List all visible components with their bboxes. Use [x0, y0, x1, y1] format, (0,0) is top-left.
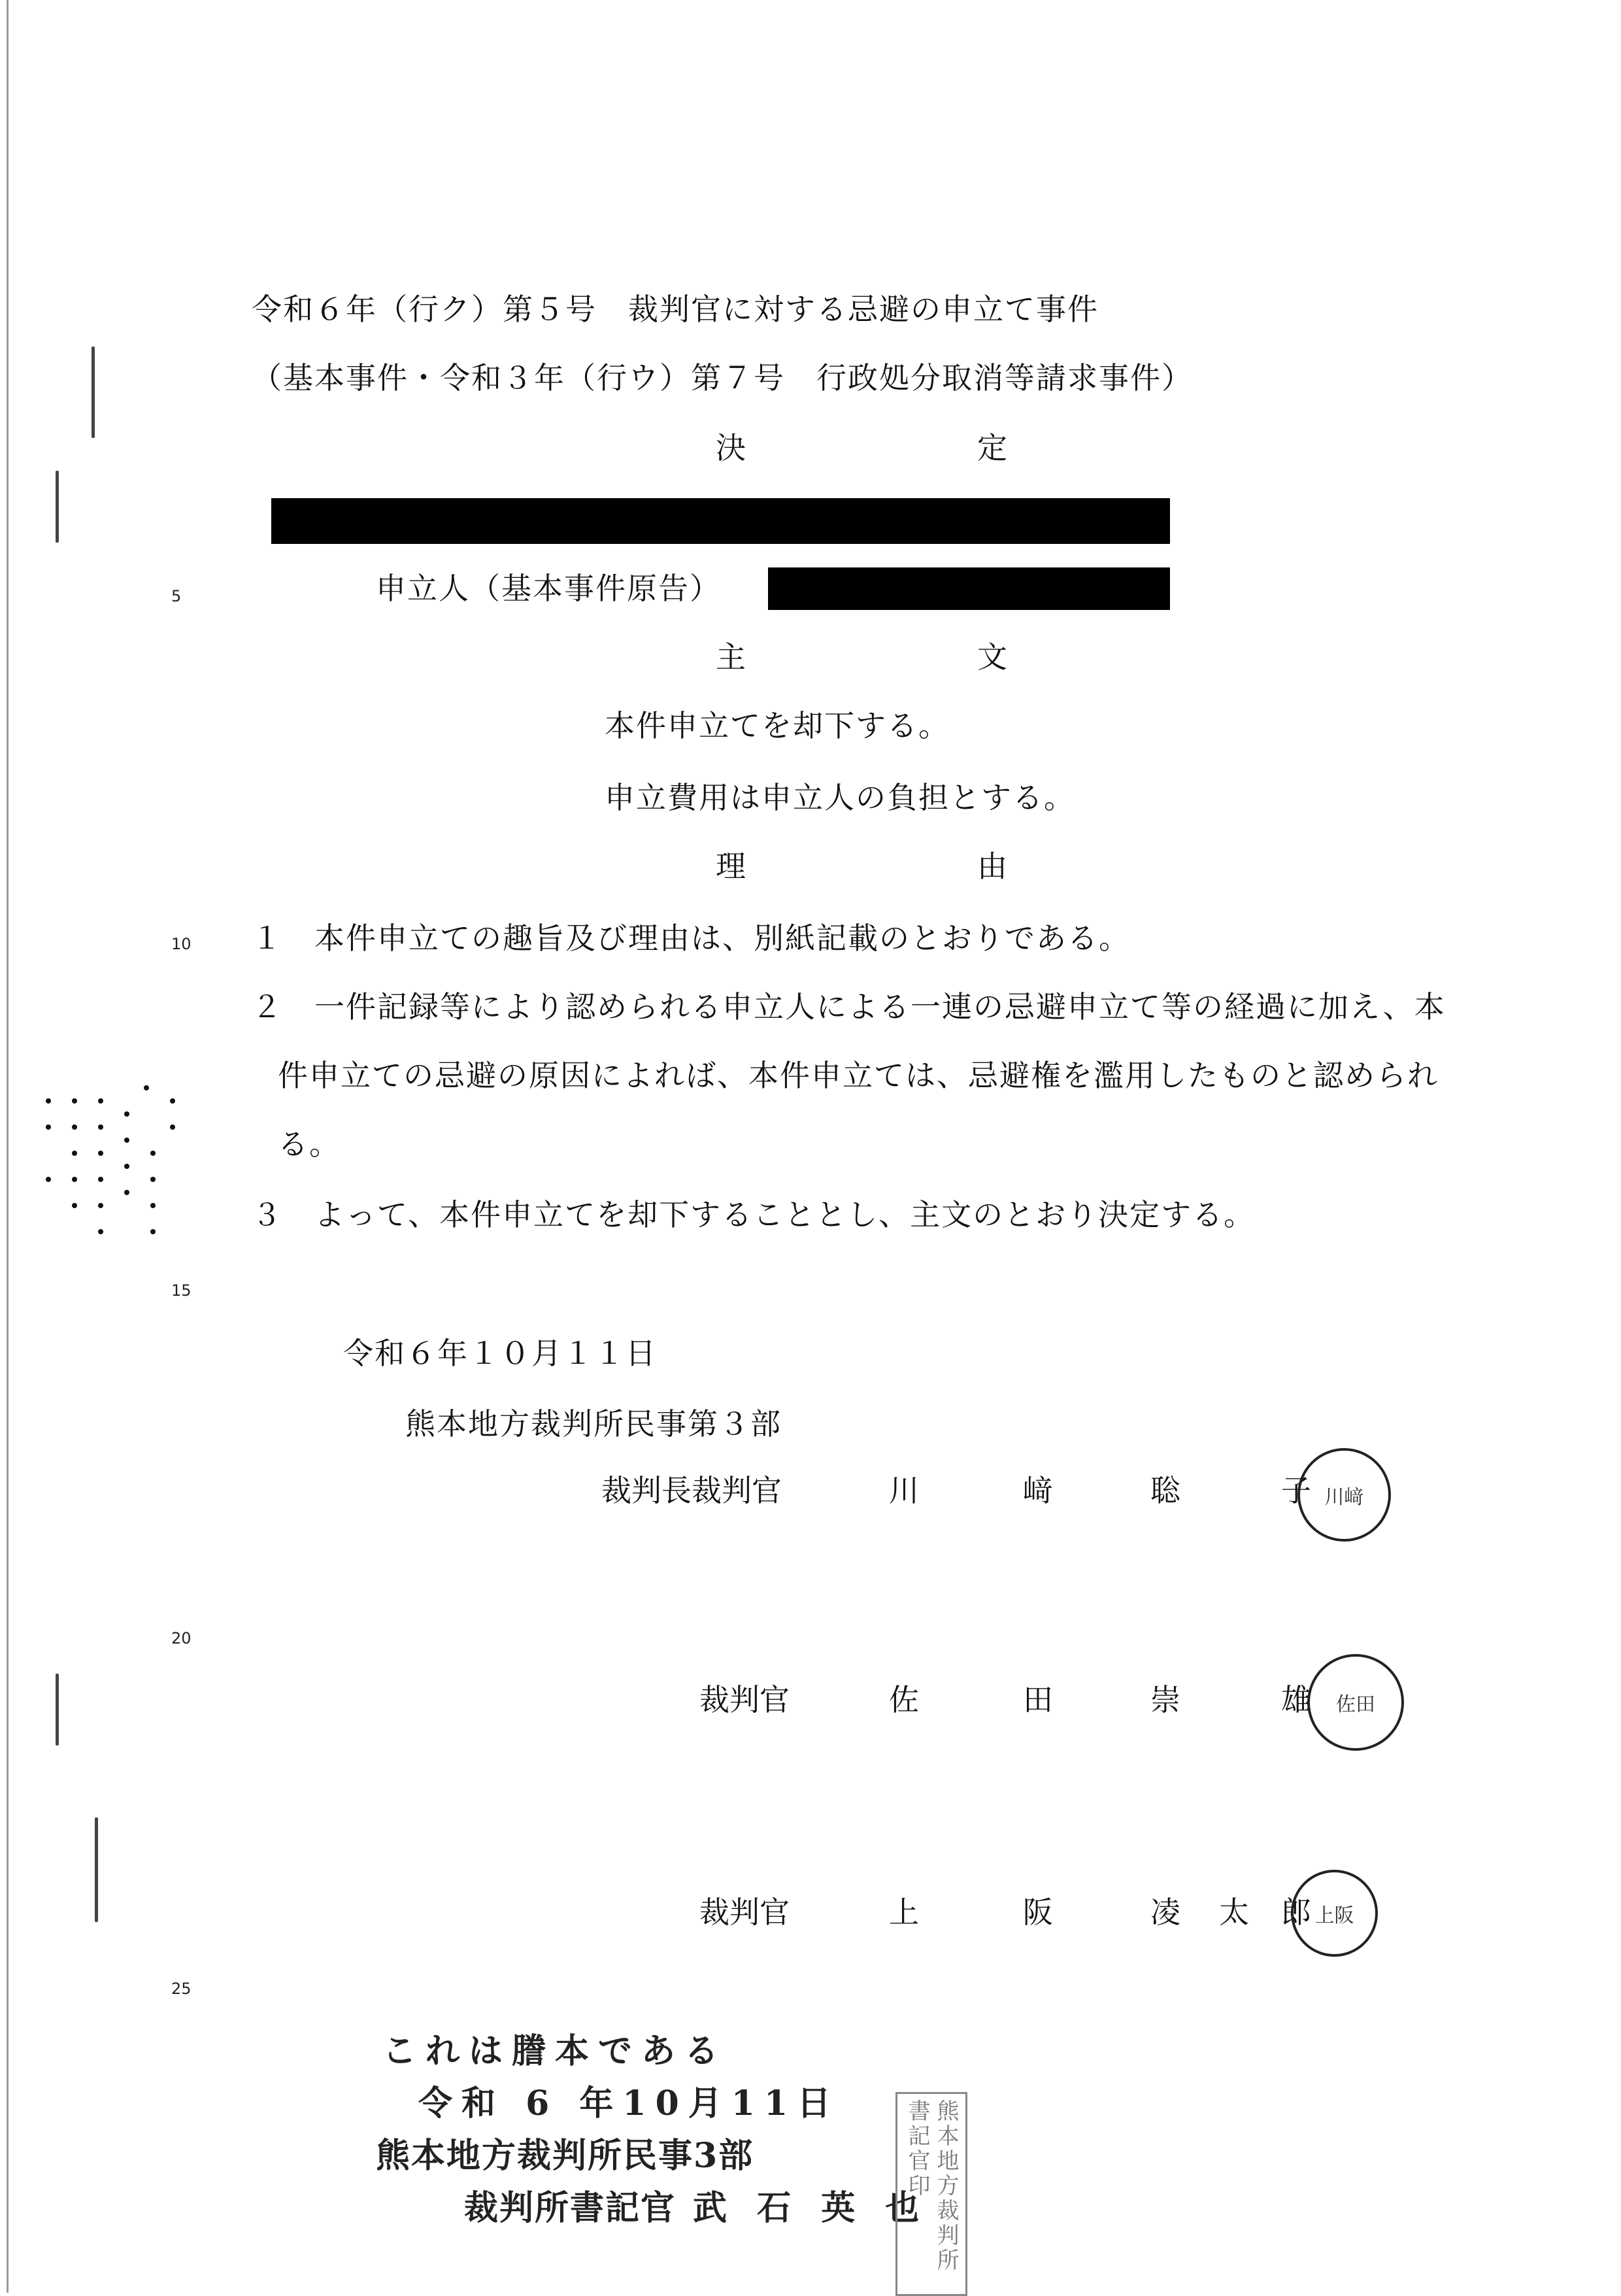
judge-1-char-1: 川 — [889, 1473, 919, 1508]
redacted-address — [271, 498, 1170, 544]
judge-1-char-4: 子 — [1281, 1473, 1311, 1508]
main-text-line-1: 本件申立てを却下する。 — [605, 708, 950, 743]
punch-dot — [170, 1098, 175, 1104]
line-number-20: 20 — [171, 1629, 192, 1647]
punch-dot — [72, 1124, 77, 1130]
punch-dot — [98, 1124, 103, 1130]
judge-2-title: 裁判官 — [699, 1682, 790, 1717]
line-number-10: 10 — [171, 935, 192, 953]
reason-item-1: １ 本件申立ての趣旨及び理由は、別紙記載のとおりである。 — [252, 920, 1130, 956]
clerk-official-seal: 熊本地方裁判所書記官印 — [895, 2092, 967, 2296]
punch-dot — [124, 1111, 129, 1117]
binding-line-2 — [56, 471, 59, 543]
reasons-heading-right: 由 — [977, 849, 1009, 884]
main-text-heading-right: 文 — [977, 639, 1009, 675]
line-number-5: 5 — [171, 587, 182, 605]
judge-3-char-1: 上 — [889, 1895, 919, 1930]
binding-line-4 — [95, 1817, 98, 1922]
punch-dot — [150, 1151, 156, 1156]
punch-dot — [72, 1098, 77, 1104]
judge-3-title: 裁判官 — [699, 1895, 790, 1930]
line-number-15: 15 — [171, 1281, 192, 1300]
punch-dot — [46, 1177, 51, 1182]
reason-item-2-line-1: ２ 一件記録等により認められる申立人による一連の忌避申立て等の経過に加え、本 — [252, 989, 1446, 1024]
punch-dot — [72, 1203, 77, 1208]
judge-2-char-2: 田 — [1023, 1682, 1053, 1717]
binding-line-1 — [92, 346, 95, 438]
line-number-25: 25 — [171, 1980, 192, 1998]
judge-1-seal: 川﨑 — [1297, 1448, 1391, 1542]
judge-3-char-3: 凌 — [1150, 1895, 1180, 1930]
punch-dot — [72, 1151, 77, 1156]
certification-line-3: 熊本地方裁判所民事3部 — [376, 2136, 754, 2176]
judge-3-char-4: 太 — [1219, 1895, 1249, 1930]
punch-dot — [124, 1164, 129, 1169]
main-text-heading-left: 主 — [716, 639, 747, 675]
judge-1-char-2: 﨑 — [1023, 1473, 1053, 1508]
reason-item-2-line-3: る。 — [278, 1126, 341, 1162]
judge-2-char-1: 佐 — [889, 1682, 919, 1717]
certification-clerk-title: 裁判所書記官 — [464, 2188, 677, 2228]
left-edge-rule — [7, 0, 8, 2293]
judge-2-char-3: 崇 — [1150, 1682, 1180, 1717]
certification-line-1: これは謄本である — [382, 2031, 728, 2071]
certification-line-2: 令和 6 年10月11日 — [418, 2084, 841, 2123]
judge-3-seal: 上阪 — [1291, 1870, 1378, 1957]
punch-dot — [46, 1124, 51, 1130]
redacted-name — [768, 567, 1170, 610]
punch-dot — [144, 1085, 149, 1090]
title-right-char: 定 — [977, 430, 1009, 465]
judge-2-seal: 佐田 — [1307, 1654, 1404, 1751]
punch-dot — [124, 1190, 129, 1195]
punch-dot — [98, 1098, 103, 1104]
punch-dot — [98, 1151, 103, 1156]
punch-dot — [98, 1203, 103, 1208]
title-left-char: 決 — [716, 430, 747, 465]
court-name: 熊本地方裁判所民事第３部 — [405, 1406, 782, 1442]
judge-3-char-5: 郎 — [1281, 1895, 1311, 1930]
reason-item-3: ３ よって、本件申立てを却下することとし、主文のとおり決定する。 — [252, 1197, 1256, 1232]
judge-3-char-2: 阪 — [1023, 1895, 1053, 1930]
punch-dot — [150, 1177, 156, 1182]
main-text-line-2: 申立費用は申立人の負担とする。 — [605, 780, 1075, 815]
judge-1-title: 裁判長裁判官 — [601, 1473, 782, 1508]
reasons-heading-left: 理 — [716, 849, 747, 884]
judge-2-char-4: 雄 — [1281, 1682, 1311, 1717]
punch-dot — [46, 1098, 51, 1104]
punch-dot — [98, 1177, 103, 1182]
punch-dot — [170, 1124, 175, 1130]
party-label: 申立人（基本事件原告） — [376, 571, 721, 606]
decision-date: 令和６年１０月１１日 — [343, 1336, 657, 1371]
punch-dot — [124, 1138, 129, 1143]
punch-dot — [98, 1229, 103, 1234]
base-case-line: （基本事件・令和３年（行ウ）第７号 行政処分取消等請求事件） — [252, 360, 1193, 396]
case-number-line: 令和６年（行ク）第５号 裁判官に対する忌避の申立て事件 — [252, 292, 1099, 327]
binding-line-3 — [56, 1674, 59, 1746]
punch-dot-pattern — [46, 1072, 203, 1242]
reason-item-2-line-2: 件申立ての忌避の原因によれば、本件申立ては、忌避権を濫用したものと認められ — [278, 1058, 1439, 1093]
certification-clerk-name: 武 石 英 也 — [693, 2188, 929, 2228]
punch-dot — [72, 1177, 77, 1182]
punch-dot — [150, 1229, 156, 1234]
judge-1-char-3: 聡 — [1150, 1473, 1180, 1508]
punch-dot — [150, 1203, 156, 1208]
